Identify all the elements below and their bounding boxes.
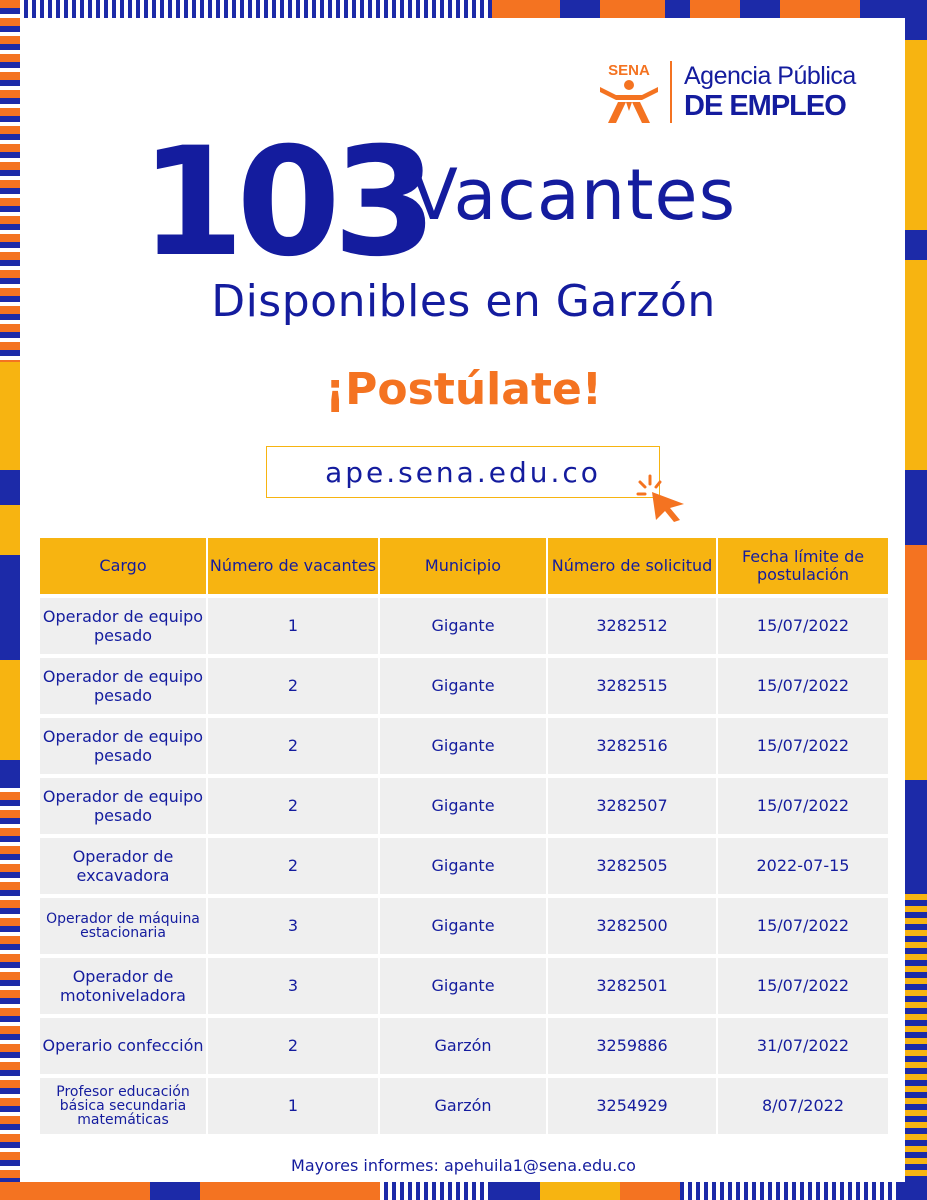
table-row (40, 654, 888, 714)
cell-vacantes: 2 (208, 834, 380, 894)
cell-fecha: 15/07/2022 (718, 654, 888, 714)
cell-solicitud: 3254929 (548, 1074, 718, 1134)
cell-solicitud: 3282501 (548, 954, 718, 1014)
cell-municipio: Gigante (380, 954, 548, 1014)
cell-fecha: 2022-07-15 (718, 834, 888, 894)
table-row (40, 714, 888, 774)
cell-cargo: Operador de equipo pesado (40, 594, 208, 654)
click-cursor-icon (636, 474, 692, 522)
header-cargo: Cargo (40, 538, 208, 594)
cell-vacantes: 1 (208, 1074, 380, 1134)
table-row (40, 1014, 888, 1074)
ape-logo (596, 56, 876, 128)
cell-vacantes: 2 (208, 1014, 380, 1074)
decorative-border-top (0, 0, 927, 18)
url-text[interactable]: ape.sena.edu.co (325, 455, 601, 489)
cell-municipio: Gigante (380, 654, 548, 714)
cell-cargo: Operador de excavadora (40, 834, 208, 894)
vacancy-count: 103 (140, 116, 430, 290)
cell-municipio: Gigante (380, 714, 548, 774)
cell-cargo: Operador de máquina estacionaria (40, 894, 208, 954)
table-row (40, 954, 888, 1014)
cell-municipio: Gigante (380, 834, 548, 894)
cell-solicitud: 3282507 (548, 774, 718, 834)
call-to-action: ¡Postúlate! (325, 364, 602, 415)
table-row (40, 894, 888, 954)
cell-vacantes: 3 (208, 894, 380, 954)
logo-line-2: DE EMPLEO (684, 89, 846, 122)
url-link-box[interactable] (266, 446, 660, 498)
table-row (40, 1074, 888, 1134)
decorative-border-left (0, 0, 20, 1200)
decorative-border-right (905, 0, 927, 1200)
sena-figure-icon (596, 59, 662, 125)
cell-fecha: 15/07/2022 (718, 894, 888, 954)
cell-municipio: Gigante (380, 894, 548, 954)
logo-line-1: Agencia Pública (684, 61, 856, 90)
cell-cargo: Operador de motoniveladora (40, 954, 208, 1014)
vacancies-table (40, 538, 888, 1134)
header-fecha: Fecha límite de postulación (718, 538, 888, 594)
table-row (40, 834, 888, 894)
logo-text (684, 61, 856, 122)
contact-footer: Mayores informes: apehuila1@sena.edu.co (291, 1156, 636, 1175)
cell-vacantes: 2 (208, 654, 380, 714)
cell-solicitud: 3282516 (548, 714, 718, 774)
cell-vacantes: 1 (208, 594, 380, 654)
cell-fecha: 15/07/2022 (718, 714, 888, 774)
cell-solicitud: 3282512 (548, 594, 718, 654)
page-subtitle: Disponibles en Garzón (211, 276, 716, 327)
logo-divider (670, 61, 672, 123)
header-vacantes: Número de vacantes (208, 538, 380, 594)
vacancy-word: Vacantes (410, 154, 737, 236)
cell-cargo: Operario confección (40, 1014, 208, 1074)
cell-vacantes: 2 (208, 714, 380, 774)
cell-municipio: Garzón (380, 1074, 548, 1134)
cell-vacantes: 3 (208, 954, 380, 1014)
table-header-row (40, 538, 888, 594)
cell-solicitud: 3282515 (548, 654, 718, 714)
cell-municipio: Gigante (380, 774, 548, 834)
cell-fecha: 15/07/2022 (718, 594, 888, 654)
sena-wordmark: SENA (608, 62, 650, 79)
cell-solicitud: 3259886 (548, 1014, 718, 1074)
decorative-border-bottom (0, 1182, 927, 1200)
cell-solicitud: 3282500 (548, 894, 718, 954)
header-solicitud: Número de solicitud (548, 538, 718, 594)
table-row (40, 774, 888, 834)
cell-vacantes: 2 (208, 774, 380, 834)
cell-cargo: Operador de equipo pesado (40, 654, 208, 714)
cell-municipio: Garzón (380, 1014, 548, 1074)
cell-fecha: 15/07/2022 (718, 954, 888, 1014)
cell-fecha: 15/07/2022 (718, 774, 888, 834)
cell-cargo: Profesor educación básica secundaria matemáticas (40, 1074, 208, 1134)
header-municipio: Municipio (380, 538, 548, 594)
cell-cargo: Operador de equipo pesado (40, 714, 208, 774)
cell-fecha: 8/07/2022 (718, 1074, 888, 1134)
cell-solicitud: 3282505 (548, 834, 718, 894)
cell-fecha: 31/07/2022 (718, 1014, 888, 1074)
table-row (40, 594, 888, 654)
cell-cargo: Operador de equipo pesado (40, 774, 208, 834)
cell-municipio: Gigante (380, 594, 548, 654)
